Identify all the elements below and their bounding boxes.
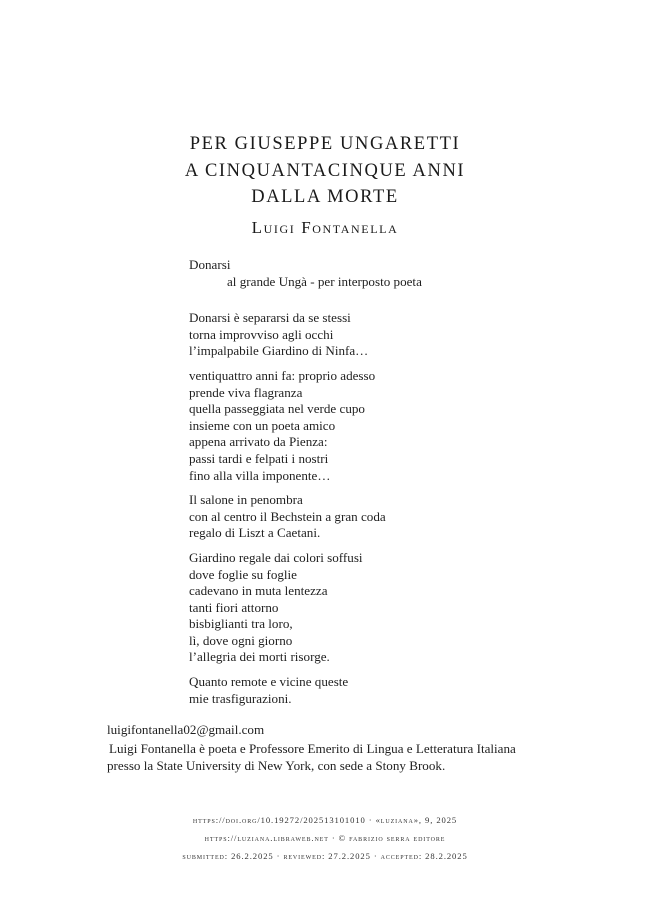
dedication-line-2: al grande Ungà - per interposto poeta: [227, 273, 422, 289]
poem-line: torna improvviso agli occhi: [189, 326, 334, 342]
poem-line: bisbiglianti tra loro,: [189, 616, 293, 632]
dates-line: submitted: 26.2.2025 · reviewed: 27.2.2025 · accepted: 28.2.2025: [182, 851, 468, 861]
poem-line: regalo di Liszt a Caetani.: [189, 525, 321, 541]
poem-line: ventiquattro anni fa: proprio adesso: [189, 367, 376, 383]
poem-line: tanti fiori attorno: [189, 599, 279, 615]
poem-stanzas: [189, 310, 422, 707]
poem-line: appena arrivato da Pienza:: [189, 434, 328, 450]
poem-line: Il salone in penombra: [189, 492, 303, 508]
title-line-3: DALLA MORTE: [251, 187, 399, 207]
poem-line: l’impalpabile Giardino di Ninfa…: [189, 343, 369, 359]
poem-line: quella passeggiata nel verde cupo: [189, 401, 365, 417]
article-title: [0, 131, 650, 211]
poem-line: con al centro il Bechstein a gran coda: [189, 508, 386, 524]
poem-stanza: [189, 492, 422, 542]
title-line-2: A CINQUANTACINQUE ANNI: [184, 160, 466, 181]
author-name: Luigi Fontanella: [251, 218, 399, 237]
poem-line: cadevano in muta lentezza: [189, 583, 328, 599]
contributor-note: [107, 721, 516, 774]
poem-line: insieme con un poeta amico: [189, 417, 336, 433]
poem-stanza: [189, 368, 422, 484]
dedication-line-1: Donarsi: [189, 257, 231, 272]
poem-line: lì, dove ogni giorno: [189, 632, 293, 648]
poem: [189, 257, 422, 715]
poem-line: Quanto remote e vicine queste: [189, 674, 349, 690]
poem-line: Donarsi è separarsi da se stessi: [189, 310, 351, 326]
poem-stanza: [189, 550, 422, 666]
poem-line: fino alla villa imponente…: [189, 467, 331, 483]
poem-line: prende viva flagranza: [189, 384, 303, 400]
author-bio-line-2: presso la State University di New York, con sede a Stony Brook.: [107, 758, 446, 773]
poem-stanza: [189, 310, 422, 360]
poem-stanza: [189, 674, 422, 707]
title-line-1: PER GIUSEPPE UNGARETTI: [189, 134, 461, 154]
poem-dedication: [189, 257, 422, 290]
poem-line: Giardino regale dai colori soffusi: [189, 549, 363, 565]
site-line: https://luziana.libraweb.net · © fabrizio serra editore: [204, 833, 446, 843]
publication-footer: [0, 811, 650, 865]
poem-line: l’allegria dei morti risorge.: [189, 649, 330, 665]
poem-line: mie trasfigurazioni.: [189, 690, 292, 706]
poem-line: passi tardi e felpati i nostri: [189, 450, 329, 466]
poem-line: dove foglie su foglie: [189, 566, 297, 582]
author-email[interactable]: luigifontanella02@gmail.com: [107, 722, 265, 737]
doi-line: https://doi.org/10.19272/202513101010 · «luziana», 9, 2025: [192, 815, 458, 825]
author-bio-line-1: Luigi Fontanella è poeta e Professore Emerito di Lingua e Letteratura Italiana: [109, 741, 516, 756]
